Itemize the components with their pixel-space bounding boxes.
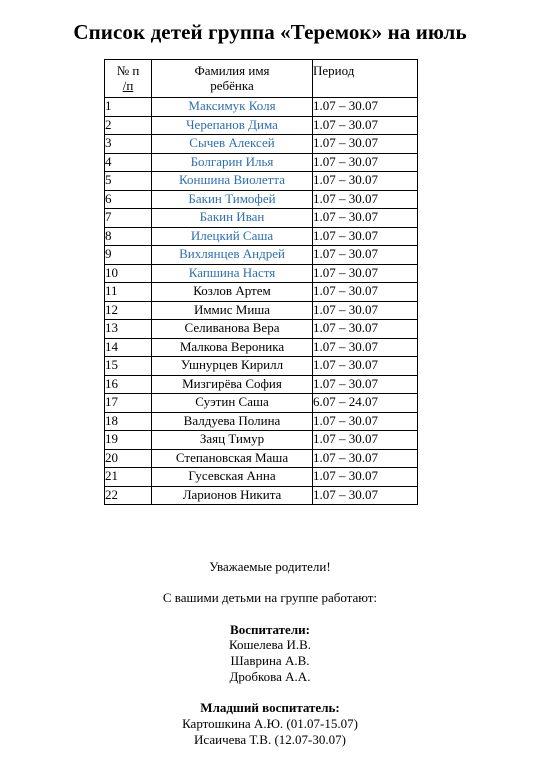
table-row	[105, 338, 418, 357]
row-number: 5	[105, 172, 152, 191]
header-number-line1: № п	[116, 63, 140, 78]
child-name: Вихлянцев Андрей	[152, 246, 313, 265]
child-name: Козлов Артем	[152, 283, 313, 302]
row-number: 10	[105, 264, 152, 283]
child-name: Илецкий Саша	[152, 227, 313, 246]
row-number: 9	[105, 246, 152, 265]
intro-text: С вашими детьми на группе работают:	[162, 590, 378, 605]
table-row	[105, 301, 418, 320]
child-name: Бакин Тимофей	[152, 190, 313, 209]
row-number: 16	[105, 375, 152, 394]
row-number: 13	[105, 320, 152, 339]
header-number-line2: /п	[122, 78, 134, 93]
child-name: Иммис Миша	[152, 301, 313, 320]
header-number	[105, 60, 152, 98]
attendance-period: 1.07 – 30.07	[313, 264, 418, 283]
junior-educator-name: Картошкина А.Ю. (01.07-15.07)	[182, 716, 358, 731]
attendance-period: 1.07 – 30.07	[313, 468, 418, 487]
attendance-period: 1.07 – 30.07	[313, 190, 418, 209]
child-name: Черепанов Дима	[152, 116, 313, 135]
attendance-period: 1.07 – 30.07	[313, 246, 418, 265]
child-name: Капшина Настя	[152, 264, 313, 283]
table-row	[105, 394, 418, 413]
table-row	[105, 357, 418, 376]
attendance-period: 1.07 – 30.07	[313, 431, 418, 450]
child-name: Сычев Алексей	[152, 135, 313, 154]
attendance-period: 1.07 – 30.07	[313, 172, 418, 191]
child-name: Ушнурцев Кирилл	[152, 357, 313, 376]
attendance-period: 6.07 – 24.07	[313, 394, 418, 413]
child-name: Валдуева Полина	[152, 412, 313, 431]
table-row	[105, 135, 418, 154]
table-row	[105, 172, 418, 191]
table-row	[105, 320, 418, 339]
table-row	[105, 227, 418, 246]
header-name-line1: Фамилия имя	[194, 63, 270, 78]
attendance-period: 1.07 – 30.07	[313, 357, 418, 376]
row-number: 11	[105, 283, 152, 302]
attendance-period: 1.07 – 30.07	[313, 449, 418, 468]
row-number: 17	[105, 394, 152, 413]
table-row	[105, 209, 418, 228]
row-number: 4	[105, 153, 152, 172]
attendance-period: 1.07 – 30.07	[313, 153, 418, 172]
attendance-period: 1.07 – 30.07	[313, 301, 418, 320]
row-number: 20	[105, 449, 152, 468]
row-number: 7	[105, 209, 152, 228]
attendance-period: 1.07 – 30.07	[313, 486, 418, 505]
table-body	[105, 98, 418, 505]
row-number: 19	[105, 431, 152, 450]
row-number: 8	[105, 227, 152, 246]
table-row	[105, 486, 418, 505]
child-name: Малкова Вероника	[152, 338, 313, 357]
table-row	[105, 153, 418, 172]
header-period: Период	[313, 60, 418, 98]
attendance-period: 1.07 – 30.07	[313, 320, 418, 339]
child-name: Коншина Виолетта	[152, 172, 313, 191]
attendance-period: 1.07 – 30.07	[313, 338, 418, 357]
attendance-period: 1.07 – 30.07	[313, 209, 418, 228]
educator-name: Кошелева И.В.	[228, 637, 312, 652]
row-number: 21	[105, 468, 152, 487]
attendance-period: 1.07 – 30.07	[313, 116, 418, 135]
child-name: Селиванова Вера	[152, 320, 313, 339]
row-number: 15	[105, 357, 152, 376]
row-number: 18	[105, 412, 152, 431]
row-number: 22	[105, 486, 152, 505]
educator-name: Шаврина А.В.	[230, 653, 310, 668]
header-name	[152, 60, 313, 98]
row-number: 1	[105, 98, 152, 117]
table-row	[105, 190, 418, 209]
greeting-text: Уважаемые родители!	[209, 559, 331, 574]
table-row	[105, 375, 418, 394]
table-row	[105, 468, 418, 487]
table-row	[105, 449, 418, 468]
row-number: 12	[105, 301, 152, 320]
header-name-line2: ребёнка	[210, 78, 254, 93]
table-row	[105, 431, 418, 450]
child-name: Суэтин Саша	[152, 394, 313, 413]
table-row	[105, 116, 418, 135]
table-row	[105, 264, 418, 283]
table-row	[105, 246, 418, 265]
attendance-period: 1.07 – 30.07	[313, 283, 418, 302]
educators-heading: Воспитатели:	[230, 622, 310, 637]
child-name: Болгарин Илья	[152, 153, 313, 172]
table-row	[105, 412, 418, 431]
row-number: 3	[105, 135, 152, 154]
attendance-period: 1.07 – 30.07	[313, 98, 418, 117]
child-name: Степановская Маша	[152, 449, 313, 468]
junior-educator-heading: Младший воспитатель:	[200, 700, 340, 715]
table-row	[105, 283, 418, 302]
children-table	[104, 59, 418, 505]
row-number: 14	[105, 338, 152, 357]
attendance-period: 1.07 – 30.07	[313, 227, 418, 246]
attendance-period: 1.07 – 30.07	[313, 412, 418, 431]
table-header-row	[105, 60, 418, 98]
attendance-period: 1.07 – 30.07	[313, 135, 418, 154]
child-name: Гусевская Анна	[152, 468, 313, 487]
child-name: Мизгирёва София	[152, 375, 313, 394]
row-number: 2	[105, 116, 152, 135]
row-number: 6	[105, 190, 152, 209]
junior-educator-name: Исаичева Т.В. (12.07-30.07)	[194, 732, 346, 747]
page-title: Список детей группа «Теремок» на июль	[73, 20, 467, 44]
child-name: Заяц Тимур	[152, 431, 313, 450]
child-name: Максимук Коля	[152, 98, 313, 117]
child-name: Бакин Иван	[152, 209, 313, 228]
attendance-period: 1.07 – 30.07	[313, 375, 418, 394]
educator-name: Дробкова А.А.	[229, 669, 311, 684]
table-row	[105, 98, 418, 117]
child-name: Ларионов Никита	[152, 486, 313, 505]
